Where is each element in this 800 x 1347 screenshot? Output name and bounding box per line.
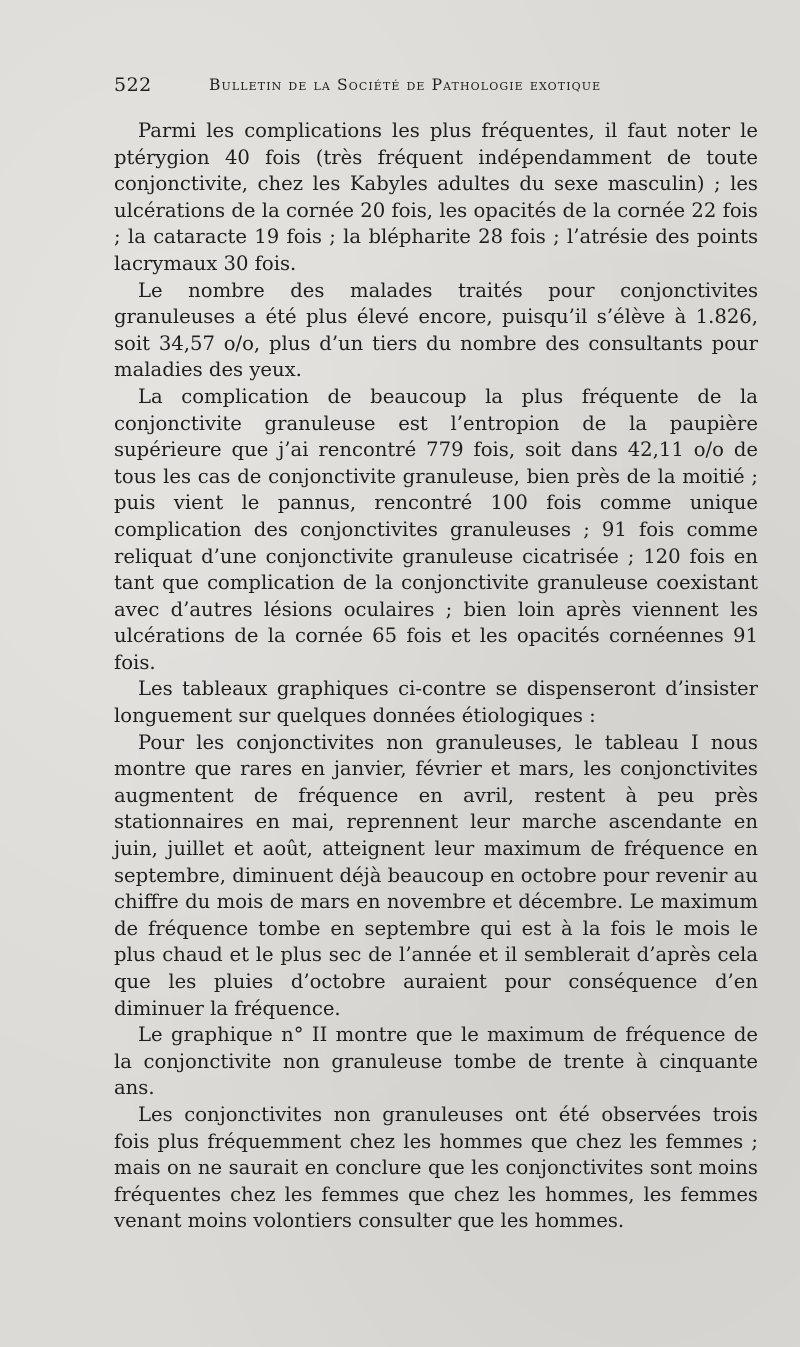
page-header [114, 74, 680, 104]
paragraph-graphic-tables: Les tableaux graphiques ci-contre se dispenseront d’insister longuement sur quelques données étiologiques : [114, 677, 758, 728]
page-number: 522 [114, 74, 152, 96]
body-text [114, 118, 758, 1235]
paragraph-table-one: Pour les conjonctivites non granuleuses, le tableau I nous montre que rares en janvier, février et mars, les conjonctivites augmentent de fréquence en avril, restent à peu près stationnaires en mai, reprennent leur marche ascendante en juin, juillet et août, atteignent leur maximum de fréquence en septembre, diminuent déjà beaucoup en octobre pour revenir au chiffre du mois de mars en novembre et décembre. Le maximum de fréquence tombe en septembre qui est à la fois le mois le plus chaud et le plus sec de l’année et il semblerait d’après cela que les pluies d’octobre auraient pour conséquence d’en diminuer la fréquence. [114, 730, 758, 1020]
paragraph-sex-distribution: Les conjonctivites non granuleuses ont été observées trois fois plus fréquemment chez les hommes que chez les femmes ; mais on ne saurait en conclure que les conjonctivites sont moins fréquentes chez les femmes que chez les hommes, les femmes venant moins volontiers consulter que les hommes. [114, 1102, 758, 1233]
paragraph-granular-count: Le nombre des malades traités pour conjonctivites granuleuses a été plus élevé encore, puisqu’il s’élève à 1.826, soit 34,57 o/o, plus d’un tiers du nombre des consultants pour maladies des yeux. [114, 278, 758, 382]
paragraph-graph-two: Le graphique n° II montre que le maximum de fréquence de la conjonctivite non granuleuse tombe de trente à cinquante ans. [114, 1023, 758, 1100]
running-title: Bulletin de la Société de Pathologie exotique [209, 76, 602, 94]
paragraph-entropion: La complication de beaucoup la plus fréquente de la conjonctivite granuleuse est l’entropion de la paupière supérieure que j’ai rencontré 779 fois, soit dans 42,11 o/o de tous les cas de conjonctivite granuleuse, bien près de la moitié ; puis vient le pannus, rencontré 100 fois comme unique complication des conjonctivites granuleuses ; 91 fois comme reliquat d’une conjonctivite granuleuse cicatrisée ; 120 fois en tant que complication de la conjonctivite granuleuse coexistant avec d’autres lésions oculaires ; bien loin après viennent les ulcérations de la cornée 65 fois et les opacités cornéennes 91 fois. [114, 384, 758, 674]
paragraph-complications: Parmi les complications les plus fréquentes, il faut noter le ptérygion 40 fois (très fréquent indépendamment de toute conjonctivite, chez les Kabyles adultes du sexe masculin) ; les ulcérations de la cornée 20 fois, les opacités de la cornée 22 fois ; la cataracte 19 fois ; la blépharite 28 fois ; l’atrésie des points lacrymaux 30 fois. [114, 119, 758, 275]
